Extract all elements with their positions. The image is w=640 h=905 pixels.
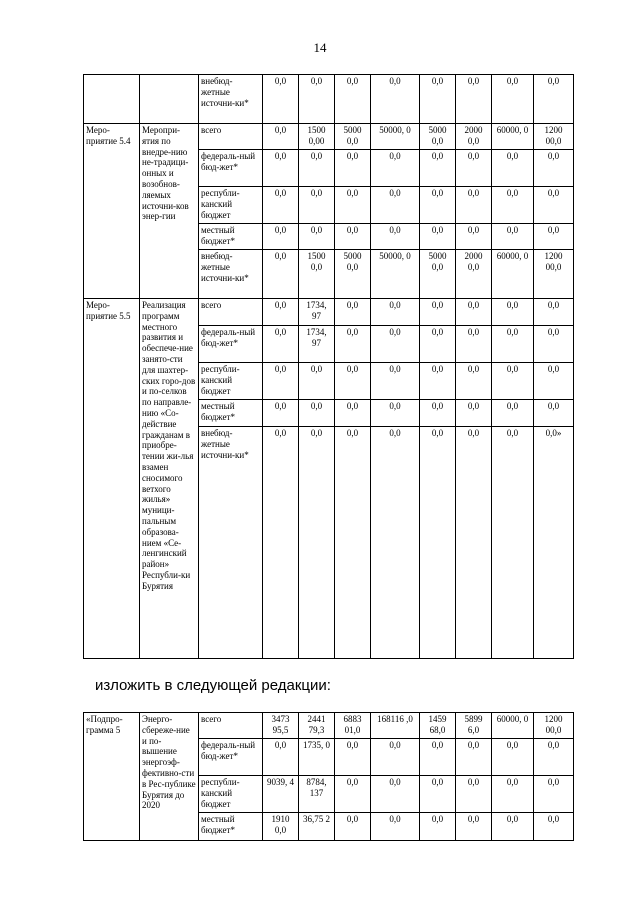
value-cell: 60000, 0 xyxy=(492,713,534,739)
subprogram-cell: «Подпро-грамма 5 xyxy=(84,713,140,841)
value-cell: 0,0 xyxy=(420,400,456,427)
value-cell: 0,0 xyxy=(335,776,371,813)
value-cell: 0,0 xyxy=(299,75,335,124)
value-cell: 0,0 xyxy=(420,739,456,776)
value-cell: 0,0 xyxy=(371,813,420,841)
value-cell: 1200 00,0 xyxy=(534,713,574,739)
value-cell: 0,0 xyxy=(492,739,534,776)
value-cell: 0,0 xyxy=(335,187,371,224)
value-cell: 0,0 xyxy=(335,427,371,659)
amendment-phrase: изложить в следующей редакции: xyxy=(95,677,331,694)
table-row xyxy=(84,713,574,739)
value-cell: 0,0 xyxy=(534,813,574,841)
value-cell: 5000 0,0 xyxy=(335,124,371,150)
value-cell: 0,0 xyxy=(534,363,574,400)
value-cell: 0,0 xyxy=(371,224,420,250)
value-cell: 0,0 xyxy=(456,363,492,400)
value-cell: 1500 0,0 xyxy=(299,250,335,299)
value-cell: 0,0» xyxy=(534,427,574,659)
value-cell: 1735, 0 xyxy=(299,739,335,776)
funding-source-cell: всего xyxy=(199,124,263,150)
value-cell: 0,0 xyxy=(263,326,299,363)
value-cell: 5000 0,0 xyxy=(420,250,456,299)
page-number: 14 xyxy=(313,40,327,55)
description-cell: Реализация программ местного развития и обеспече-ние занято-сти для шахтер-ских горо-дов и по-селков по направле-нию «Со-действие гражданам в приобре-тении жи-лья взамен сносимого ветхого жилья» муници-пальным образова-нием «Се-ленгинский район» Республи-ки Бурятия xyxy=(140,299,199,659)
funding-source-cell: местный бюджет* xyxy=(199,224,263,250)
value-cell: 0,0 xyxy=(371,150,420,187)
value-cell: 1500 0,00 xyxy=(299,124,335,150)
value-cell: 0,0 xyxy=(534,150,574,187)
value-cell: 0,0 xyxy=(492,299,534,326)
value-cell: 0,0 xyxy=(492,813,534,841)
value-cell: 0,0 xyxy=(456,299,492,326)
value-cell: 0,0 xyxy=(263,224,299,250)
funding-source-cell: внебюд-жетные источни-ки* xyxy=(199,427,263,659)
value-cell: 0,0 xyxy=(263,400,299,427)
value-cell: 1910 0,0 xyxy=(263,813,299,841)
funding-source-cell: всего xyxy=(199,713,263,739)
value-cell: 0,0 xyxy=(335,813,371,841)
value-cell: 0,0 xyxy=(492,224,534,250)
value-cell: 0,0 xyxy=(335,363,371,400)
table-row xyxy=(84,75,574,124)
value-cell: 0,0 xyxy=(456,187,492,224)
value-cell: 0,0 xyxy=(299,427,335,659)
value-cell: 0,0 xyxy=(420,326,456,363)
activity-cell: Меро-приятие 5.5 xyxy=(84,299,140,659)
value-cell: 0,0 xyxy=(299,363,335,400)
budget-table-new xyxy=(83,712,574,841)
value-cell: 0,0 xyxy=(371,776,420,813)
value-cell: 1459 68,0 xyxy=(420,713,456,739)
value-cell: 0,0 xyxy=(371,427,420,659)
value-cell: 0,0 xyxy=(534,187,574,224)
value-cell: 0,0 xyxy=(299,187,335,224)
value-cell: 168116 ,0 xyxy=(371,713,420,739)
value-cell: 0,0 xyxy=(263,150,299,187)
value-cell: 0,0 xyxy=(371,299,420,326)
value-cell: 0,0 xyxy=(371,187,420,224)
value-cell: 5899 6,0 xyxy=(456,713,492,739)
value-cell: 0,0 xyxy=(456,427,492,659)
activity-cell: Меро-приятие 5.4 xyxy=(84,124,140,299)
value-cell: 0,0 xyxy=(456,739,492,776)
value-cell: 0,0 xyxy=(420,299,456,326)
value-cell: 0,0 xyxy=(456,150,492,187)
funding-source-cell: республи-канский бюджет xyxy=(199,363,263,400)
value-cell: 0,0 xyxy=(263,75,299,124)
value-cell: 0,0 xyxy=(534,326,574,363)
value-cell: 0,0 xyxy=(534,299,574,326)
value-cell: 0,0 xyxy=(492,776,534,813)
funding-source-cell: внебюд-жетные источни-ки* xyxy=(199,250,263,299)
value-cell: 0,0 xyxy=(534,224,574,250)
value-cell: 0,0 xyxy=(420,427,456,659)
funding-source-cell: республи-канский бюджет xyxy=(199,776,263,813)
value-cell: 0,0 xyxy=(492,400,534,427)
description-cell: Энерго-сбереже-ние и по-вышение энергоэф-фективно-сти в Рес-публике Бурятия до 2020 xyxy=(140,713,199,841)
value-cell: 3473 95,5 xyxy=(263,713,299,739)
value-cell: 2000 0,0 xyxy=(456,124,492,150)
funding-source-cell: всего xyxy=(199,299,263,326)
value-cell: 0,0 xyxy=(492,75,534,124)
value-cell: 0,0 xyxy=(263,299,299,326)
value-cell: 0,0 xyxy=(492,150,534,187)
value-cell: 0,0 xyxy=(534,75,574,124)
value-cell: 0,0 xyxy=(263,187,299,224)
funding-source-cell: местный бюджет* xyxy=(199,813,263,841)
value-cell: 8784, 137 xyxy=(299,776,335,813)
value-cell: 2441 79,3 xyxy=(299,713,335,739)
description-cell xyxy=(140,75,199,124)
activity-cell xyxy=(84,75,140,124)
table-row xyxy=(84,299,574,326)
value-cell: 0,0 xyxy=(492,187,534,224)
value-cell: 60000, 0 xyxy=(492,250,534,299)
value-cell: 0,0 xyxy=(420,813,456,841)
value-cell: 0,0 xyxy=(299,150,335,187)
value-cell: 0,0 xyxy=(420,776,456,813)
value-cell: 0,0 xyxy=(335,224,371,250)
value-cell: 0,0 xyxy=(263,739,299,776)
value-cell: 0,0 xyxy=(492,427,534,659)
value-cell: 60000, 0 xyxy=(492,124,534,150)
value-cell: 0,0 xyxy=(534,739,574,776)
value-cell: 0,0 xyxy=(456,224,492,250)
value-cell: 0,0 xyxy=(420,75,456,124)
value-cell: 0,0 xyxy=(263,363,299,400)
value-cell: 0,0 xyxy=(534,776,574,813)
value-cell: 50000, 0 xyxy=(371,124,420,150)
value-cell: 1734, 97 xyxy=(299,299,335,326)
value-cell: 0,0 xyxy=(335,150,371,187)
value-cell: 0,0 xyxy=(335,299,371,326)
value-cell: 0,0 xyxy=(299,224,335,250)
funding-source-cell: федераль-ный бюд-жет* xyxy=(199,150,263,187)
value-cell: 0,0 xyxy=(263,427,299,659)
value-cell: 0,0 xyxy=(456,813,492,841)
value-cell: 0,0 xyxy=(456,326,492,363)
value-cell: 0,0 xyxy=(371,363,420,400)
value-cell: 0,0 xyxy=(371,75,420,124)
value-cell: 0,0 xyxy=(371,326,420,363)
value-cell: 0,0 xyxy=(420,224,456,250)
value-cell: 9039, 4 xyxy=(263,776,299,813)
value-cell: 0,0 xyxy=(371,400,420,427)
value-cell: 0,0 xyxy=(335,739,371,776)
value-cell: 0,0 xyxy=(420,363,456,400)
budget-table-continued xyxy=(83,74,574,659)
value-cell: 6883 01,0 xyxy=(335,713,371,739)
value-cell: 0,0 xyxy=(534,400,574,427)
funding-source-cell: внебюд-жетные источни-ки* xyxy=(199,75,263,124)
value-cell: 0,0 xyxy=(263,250,299,299)
value-cell: 0,0 xyxy=(492,326,534,363)
value-cell: 0,0 xyxy=(420,187,456,224)
value-cell: 0,0 xyxy=(299,400,335,427)
value-cell: 0,0 xyxy=(335,400,371,427)
value-cell: 0,0 xyxy=(420,150,456,187)
table-row xyxy=(84,124,574,150)
funding-source-cell: федераль-ный бюд-жет* xyxy=(199,326,263,363)
value-cell: 5000 0,0 xyxy=(420,124,456,150)
value-cell: 0,0 xyxy=(456,776,492,813)
value-cell: 1200 00,0 xyxy=(534,124,574,150)
value-cell: 2000 0,0 xyxy=(456,250,492,299)
funding-source-cell: республи-канский бюджет xyxy=(199,187,263,224)
value-cell: 1734, 97 xyxy=(299,326,335,363)
value-cell: 0,0 xyxy=(263,124,299,150)
value-cell: 0,0 xyxy=(456,400,492,427)
description-cell: Меропри-ятия по внедре-нию не-традици-онных и возобнов-ляемых источни-ков энер-гии xyxy=(140,124,199,299)
value-cell: 50000, 0 xyxy=(371,250,420,299)
value-cell: 0,0 xyxy=(492,363,534,400)
value-cell: 0,0 xyxy=(335,326,371,363)
value-cell: 36,75 2 xyxy=(299,813,335,841)
value-cell: 5000 0,0 xyxy=(335,250,371,299)
funding-source-cell: местный бюджет* xyxy=(199,400,263,427)
value-cell: 0,0 xyxy=(371,739,420,776)
value-cell: 0,0 xyxy=(335,75,371,124)
value-cell: 0,0 xyxy=(456,75,492,124)
value-cell: 1200 00,0 xyxy=(534,250,574,299)
funding-source-cell: федераль-ный бюд-жет* xyxy=(199,739,263,776)
